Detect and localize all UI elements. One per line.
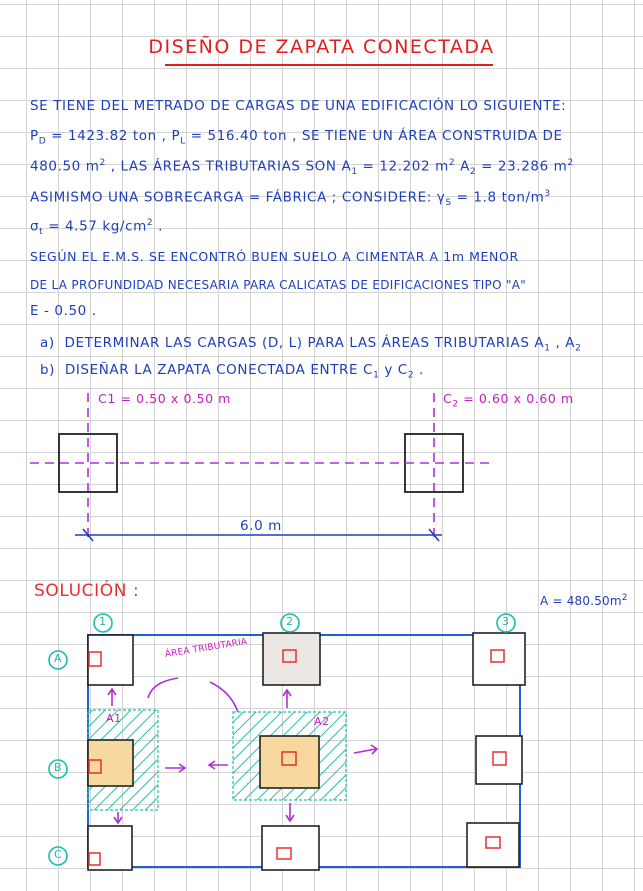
column-c2-label: $C_2 = 0.60$ x 0.60 m (443, 391, 574, 410)
statement-line-1: SE TIENE DEL METRADO DE CARGAS DE UNA EDIFICACIÓN LO SIGUIENTE: (30, 98, 567, 114)
axis-label-2: 2 (286, 615, 294, 628)
axis-label-3: 3 (502, 615, 510, 628)
tributary-area-note: ÁREA TRIBUTARIA (164, 637, 249, 660)
column-c1-label: C1 = 0.50 x 0.50 m (98, 391, 232, 406)
statement-line-2: $P_D = 1423.82$ ton , $P_L = 516.40$ ton , SE TIENE UN ÁREA CONSTRUIDA DE (30, 128, 563, 147)
page-title: DISEÑO DE ZAPATA CONECTADA (148, 36, 495, 58)
axis-label-b: B (54, 761, 63, 774)
area-a1-label: A1 (106, 712, 122, 725)
statement-line-6: SEGÚN EL E.M.S. SE ENCONTRÓ BUEN SUELO A CIMENTAR A 1m MENOR (30, 249, 519, 264)
task-a: a) DETERMINAR LAS CARGAS (D, L) PARA LAS ÁREAS TRIBUTARIAS $A_1$ , $A_2$ (40, 335, 582, 354)
axis-label-a: A (54, 652, 63, 665)
statement-line-5: $\sigma_t = 4.57$ $kg/cm^2$ . (30, 218, 163, 238)
column-c2-diagram (405, 393, 463, 540)
total-area-label: $A = 480.50m^2$ (540, 593, 628, 608)
statement-line-3: 480.50 $m^2$ , LAS ÁREAS TRIBUTARIAS SON $A_1 = 12.202$ $m^2$ $A_2 = 23.286$ $m^2$ (30, 158, 574, 178)
task-b: b) DISEÑAR LA ZAPATA CONECTADA ENTRE $C_1$ y $C_2$ . (40, 362, 424, 381)
axis-label-c: C (54, 848, 63, 861)
solution-heading: SOLUCIÓN : (34, 581, 140, 601)
column-c1-diagram (59, 393, 117, 540)
statement-line-8: E - 0.50 . (30, 303, 97, 319)
statement-line-4: ASIMISMO UNA SOBRECARGA = FÁBRICA ; CONSIDERE: $\gamma_S = 1.8$ ton/$m^3$ (30, 189, 551, 209)
distance-label: 6.0 m (240, 518, 282, 534)
statement-line-7: DE LA PROFUNDIDAD NECESARIA PARA CALICATAS DE EDIFICACIONES TIPO "A" (30, 278, 527, 292)
area-a2-label: A2 (314, 715, 330, 728)
axis-label-1: 1 (99, 615, 107, 628)
